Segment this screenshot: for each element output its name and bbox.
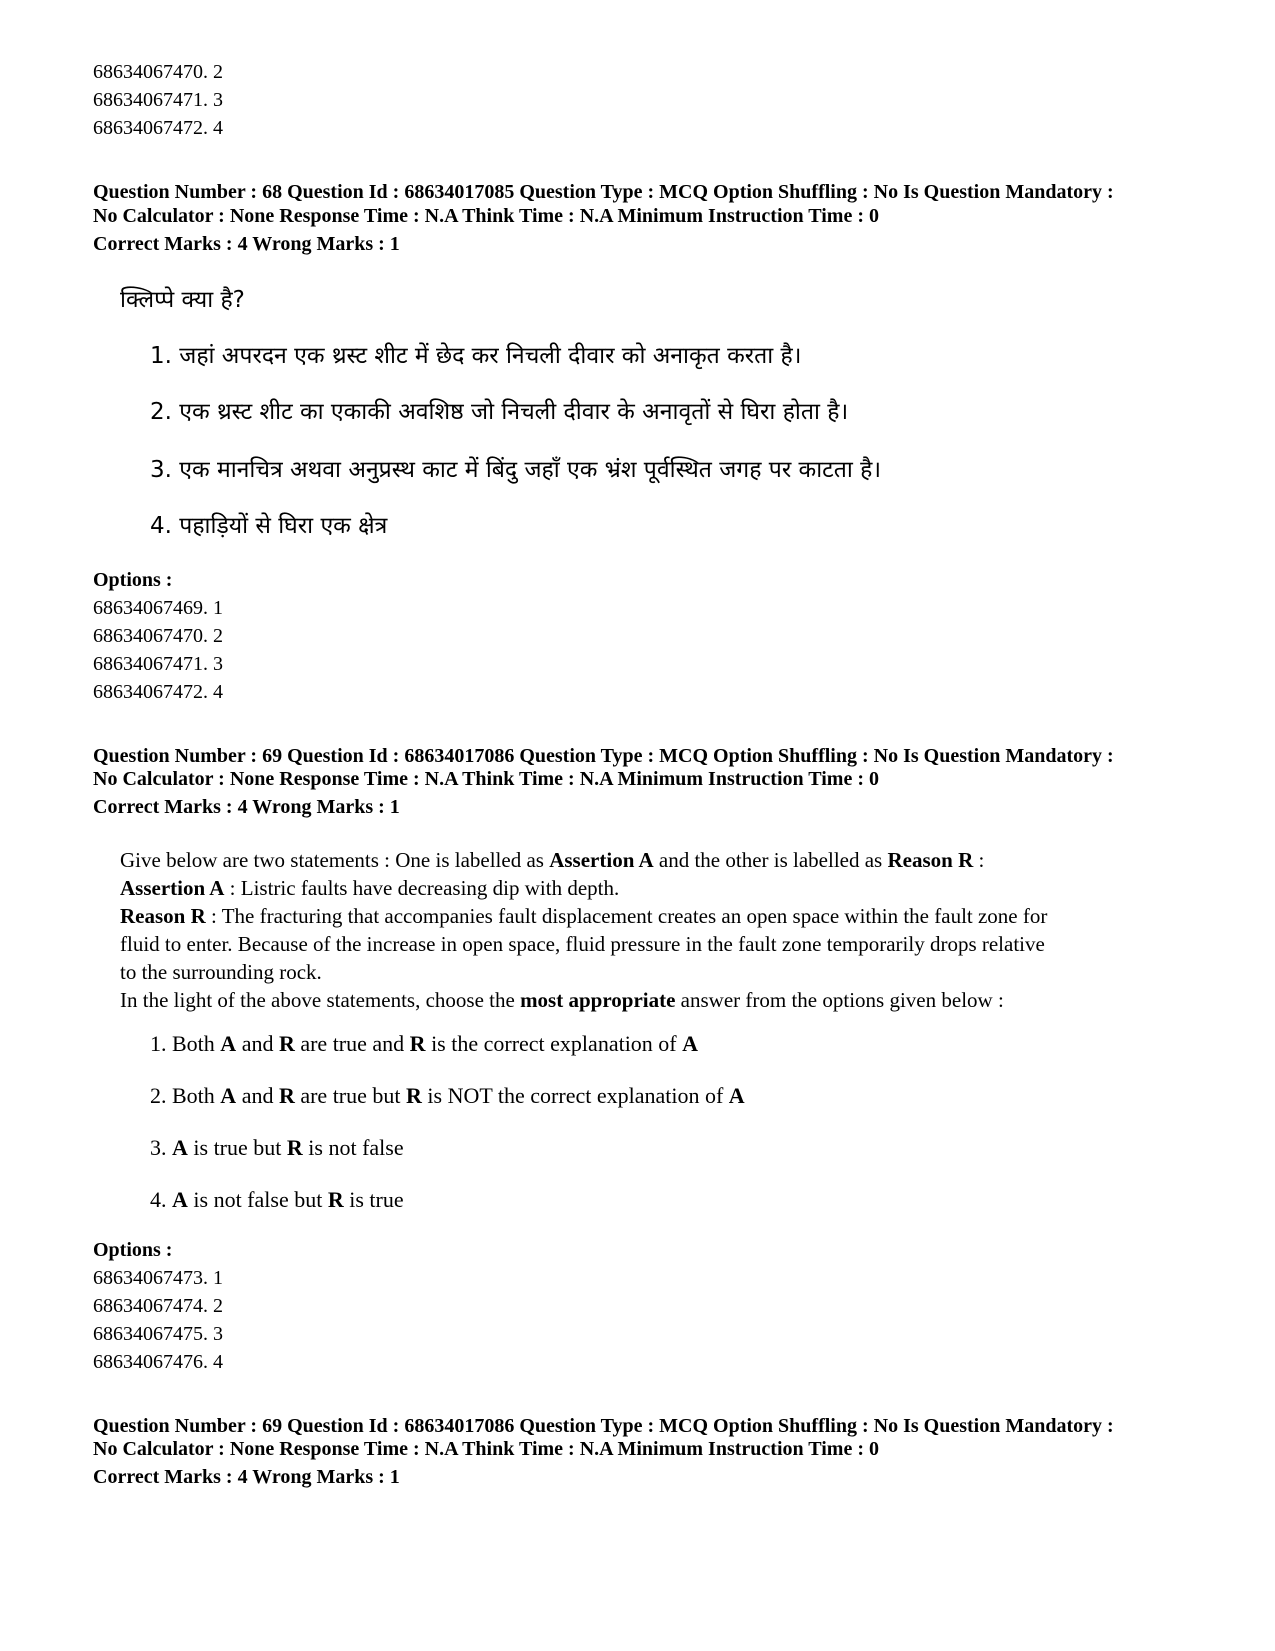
question-meta: Question Number : 68 Question Id : 68634017085 Question Type : MCQ Option Shuffling : No Is Question Mandatory : — [93, 181, 1114, 203]
options-label: Options : — [93, 1239, 173, 1261]
choice-4: 4. पहाड़ियों से घिरा एक क्षेत्र — [150, 513, 388, 539]
question-marks: Correct Marks : 4 Wrong Marks : 1 — [93, 796, 400, 818]
assertion-line: Assertion A : Listric faults have decreasing dip with depth. — [120, 876, 620, 900]
reason-line: Reason R : The fracturing that accompanies fault displacement creates an open space within the fault zone for — [120, 904, 1048, 928]
option-line: 68634067474. 2 — [93, 1295, 223, 1317]
question-text — [120, 846, 1180, 1014]
intro-line: Give below are two statements : One is labelled as Assertion A and the other is labelled as Reason R : — [120, 848, 985, 872]
question-text: क्लिप्पे क्या है? — [120, 287, 245, 313]
option-line: 68634067469. 1 — [93, 597, 223, 619]
option-line: 68634067470. 2 — [93, 625, 223, 647]
option-line: 68634067473. 1 — [93, 1267, 223, 1289]
choice-4: 4. A is not false but R is true — [150, 1187, 404, 1212]
question-meta: Question Number : 69 Question Id : 68634017086 Question Type : MCQ Option Shuffling : No Is Question Mandatory : — [93, 745, 1114, 767]
question-meta: No Calculator : None Response Time : N.A Think Time : N.A Minimum Instruction Time : 0 — [93, 205, 879, 227]
question-meta: Question Number : 69 Question Id : 68634017086 Question Type : MCQ Option Shuffling : No Is Question Mandatory : — [93, 1415, 1114, 1437]
choice-3: 3. एक मानचित्र अथवा अनुप्रस्थ काट में बिंदु जहाँ एक भ्रंश पूर्वस्थित जगह पर काटता है। — [150, 457, 882, 483]
option-line: 68634067472. 4 — [93, 117, 223, 139]
question-marks: Correct Marks : 4 Wrong Marks : 1 — [93, 233, 400, 255]
option-line: 68634067476. 4 — [93, 1351, 223, 1373]
question-meta: No Calculator : None Response Time : N.A Think Time : N.A Minimum Instruction Time : 0 — [93, 1438, 879, 1460]
option-line: 68634067475. 3 — [93, 1323, 223, 1345]
question-marks: Correct Marks : 4 Wrong Marks : 1 — [93, 1466, 400, 1488]
question-meta: No Calculator : None Response Time : N.A Think Time : N.A Minimum Instruction Time : 0 — [93, 768, 879, 790]
option-line: 68634067471. 3 — [93, 653, 223, 675]
instruction-line: In the light of the above statements, choose the most appropriate answer from the options given below : — [120, 988, 1004, 1012]
choice-1: 1. जहां अपरदन एक थ्रस्ट शीट में छेद कर निचली दीवार को अनाकृत करता है। — [150, 343, 802, 369]
choice-3: 3. A is true but R is not false — [150, 1135, 404, 1160]
choice-1: 1. Both A and R are true and R is the correct explanation of A — [150, 1031, 699, 1056]
reason-line: to the surrounding rock. — [120, 960, 322, 984]
reason-line: fluid to enter. Because of the increase in open space, fluid pressure in the fault zone temporarily drops relative — [120, 932, 1045, 956]
option-line: 68634067472. 4 — [93, 681, 223, 703]
choice-2: 2. एक थ्रस्ट शीट का एकाकी अवशिष्ठ जो निचली दीवार के अनावृतों से घिरा होता है। — [150, 399, 849, 425]
choice-2: 2. Both A and R are true but R is NOT the correct explanation of A — [150, 1083, 745, 1108]
options-label: Options : — [93, 569, 173, 591]
option-line: 68634067470. 2 — [93, 61, 223, 83]
option-line: 68634067471. 3 — [93, 89, 223, 111]
